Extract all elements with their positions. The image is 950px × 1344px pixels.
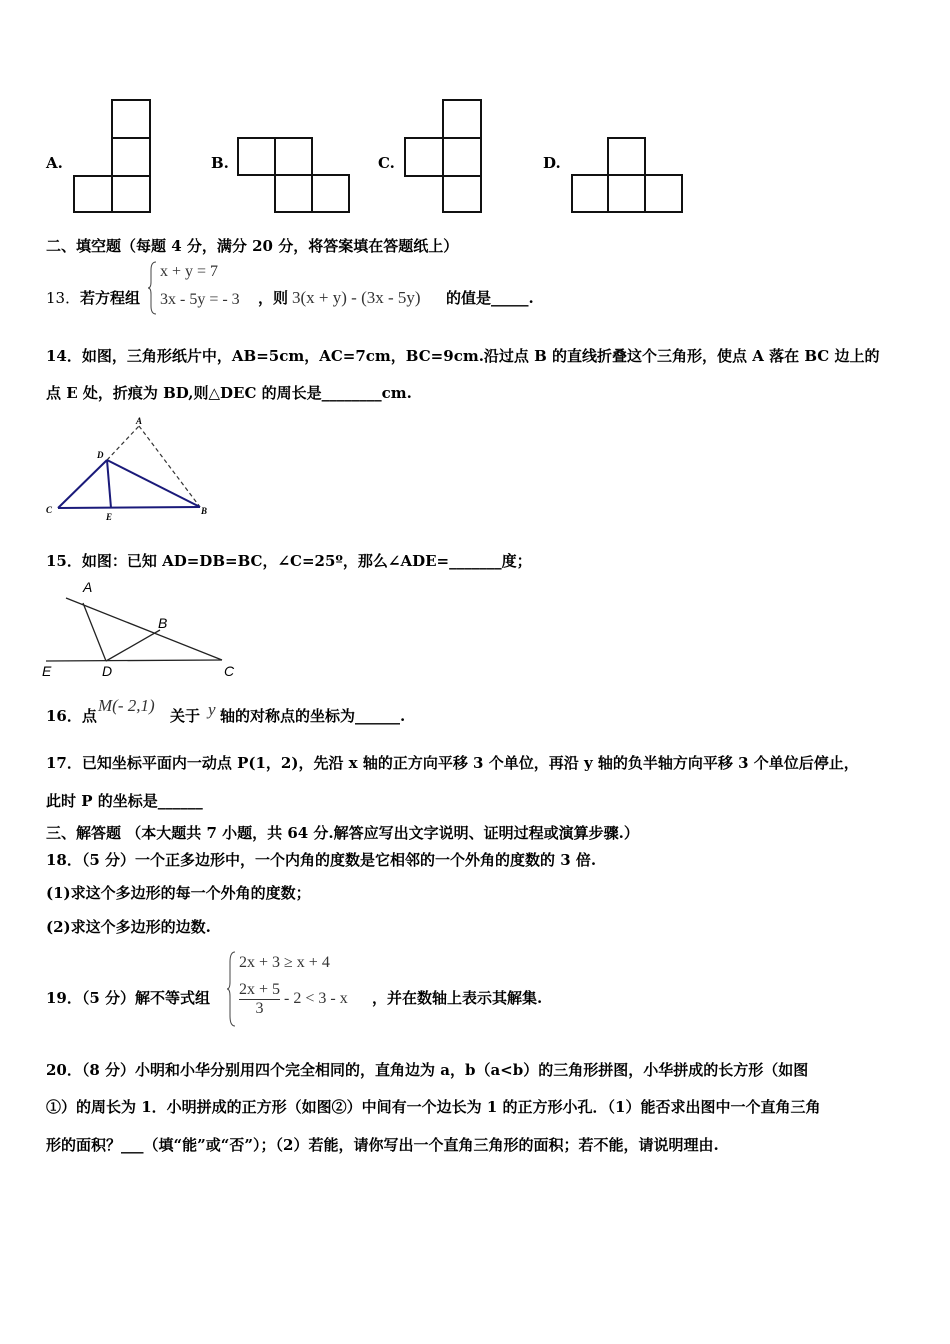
q16-mid: 关于 [170,707,201,725]
q15-label-d: D [102,663,113,679]
q18-part1: (1)求这个多边形的每一个外角的度数； [46,884,311,902]
q14-line2: 点 E 处，折痕为 BD,则△DEC 的周长是________cm. [46,384,412,402]
option-d-figure [570,136,686,216]
q18-part2: (2)求这个多边形的边数. [46,918,211,936]
option-a-figure [72,98,152,216]
option-d-label: D. [543,154,561,172]
q15-text: 15．如图：已知 AD=DB=BC，∠C=25º，那么∠ADE=_______度； [46,552,532,570]
option-b-figure [236,136,352,216]
q14-label-e: E [106,512,113,522]
section-3-title: 三、解答题 （本大题共 7 小题，共 64 分.解答应写出文字说明、证明过程或演算步骤.） [46,824,639,842]
q15-label-b: B [158,615,168,631]
q15-label-e: E [42,663,52,679]
option-a-label: A. [46,154,63,172]
section-2-title: 二、填空题（每题 4 分，满分 20 分，将答案填在答题纸上） [46,237,459,255]
q13-eq2: 3x - 5y = - 3 [160,291,240,308]
q14-label-d: D [97,450,104,460]
q19-pre: 19．（5 分）解不等式组 [46,989,211,1007]
q20-line2: ①）的周长为 1．小明拼成的正方形（如图②）中间有一个边长为 1 的正方形小孔．（1）能否求出图中一个直角三角 [46,1098,821,1116]
q13-post: 的值是_____. [446,289,534,307]
q16-axis: y [208,700,216,719]
q13-pre: 若方程组 [80,289,141,307]
q14-line1: 14．如图，三角形纸片中，AB=5cm，AC=7cm，BC=9cm.沿过点 B 的直线折叠这个三角形，使点 A 落在 BC 边上的 [46,347,880,365]
q13-eq1: x + y = 7 [160,263,219,280]
q19-ineq1: 2x + 3 ≥ x + 4 [239,954,330,971]
q17-line1: 17．已知坐标平面内一动点 P(1，2)，先沿 x 轴的正方向平移 3 个单位，再沿 y 轴的负半轴方向平移 3 个单位后停止， [46,754,859,772]
q19-rest: - 2 < 3 - x [284,990,348,1008]
q15-label-c: C [224,663,235,679]
q14-label-b: B [201,506,208,516]
q19-denominator: 3 [255,1000,264,1017]
q19-fraction [239,981,280,1018]
q15-figure [40,576,250,680]
q13-number: 13． [46,289,81,307]
option-b-label: B. [211,154,229,172]
q19-brace [227,950,237,1028]
q16-point: M(- 2,1) [98,696,155,715]
option-c-figure [403,98,483,216]
q19-numerator: 2x + 5 [239,981,281,998]
q13-mid: ，则 [258,289,289,307]
q16-pre: 16．点 [46,707,97,725]
q17-line2: 此时 P 的坐标是______ [46,792,203,810]
q14-label-c: C [46,505,53,515]
q14-label-a: A [136,416,143,426]
q18-main: 18．（5 分）一个正多边形中，一个内角的度数是它相邻的一个外角的度数的 3 倍. [46,851,597,869]
q19-post: ，并在数轴上表示其解集. [372,989,543,1007]
q20-line1: 20．（8 分）小明和小华分别用四个完全相同的，直角边为 a，b（a<b）的三角形拼图，小华拼成的长方形（如图 [46,1061,809,1079]
q13-brace [148,260,158,316]
q13-expr: 3(x + y) - (3x - 5y) [292,288,421,307]
q15-label-a: A [83,579,93,595]
option-c-label: C. [378,154,395,172]
q19-ineq2 [239,981,348,1018]
q16-post: 轴的对称点的坐标为______. [220,707,406,725]
q14-triangle-figure [44,414,224,526]
q20-line3: 形的面积？___（填“能”或“否”）；（2）若能，请你写出一个直角三角形的面积；若不能，请说明理由. [46,1136,719,1154]
